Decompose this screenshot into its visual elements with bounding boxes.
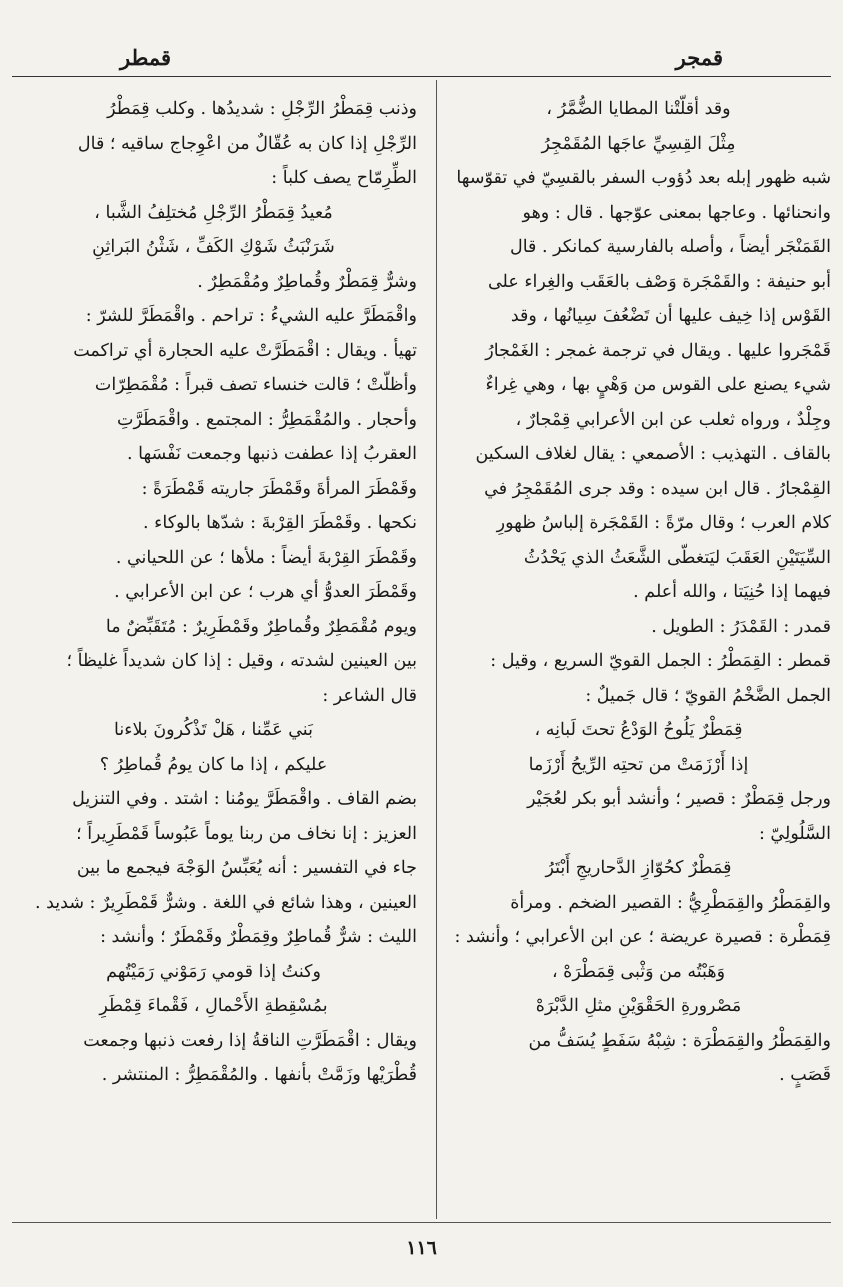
text-line: قمدر : القَمْدَرُ : الطويل . xyxy=(651,616,831,637)
text-line: فيهما إذا حُنِيَتا ، والله أعلم . xyxy=(633,582,831,602)
left-column xyxy=(10,92,417,1213)
text-line: بضم القاف . واقْمَطَرَّ يومُنا : اشتد . وفي التنزيل xyxy=(72,789,417,809)
text-line: مِثْلَ القِسِيِّ عاجَها المُقَمْجِرُ xyxy=(541,133,736,154)
page-number: ١١٦ xyxy=(406,1237,437,1259)
text-line: واقْمَطَرَّ عليه الشيءُ : تراحم . واقْمَطَرَّ للشرّ : xyxy=(85,306,417,326)
footer-rule xyxy=(12,1222,831,1223)
text-line: ويوم مُقْمَطِرٌ وقُماطِرٌ وقَمْطَرِيرٌ : مُتَقَبِّضٌ ما xyxy=(105,616,417,637)
text-line: القَوْس إذا خِيف عليها أن تَضْعُفَ سِيانُها ، وقد xyxy=(510,306,831,326)
text-line: قَمْجَروا عليها . ويقال في ترجمة غمجر : الغَمْجارُ xyxy=(485,340,831,361)
text-line: القَمَنْجَر أيضاً ، وأصله بالفارسية كمانكر . قال xyxy=(509,237,831,257)
page-header xyxy=(0,30,843,70)
text-line: وكنتُ إذا قومي رَمَوْني رَمَيْتُهم xyxy=(106,961,321,982)
text-line: شيء يصنع على القوس من وَهْيٍ بها ، وهي غِراءٌ xyxy=(485,375,831,395)
text-line: إذا أَرْزَمَتْ من تحتِه الرِّيحُ أَرْزَما xyxy=(528,754,749,775)
text-line: الليث : شرٌّ قُماطِرٌ وقِمَطْرٌ وقَمْطَرٌ ؛ وأنشد : xyxy=(100,927,417,947)
text-line: العينين ، وهذا شائع في اللغة . وشرٌّ قَمْطَرِيرٌ : شديد . xyxy=(34,892,417,913)
text-line: وأحجار . والمُقْمَطِرُّ : المجتمع . واقْمَطَرَّتِ xyxy=(117,409,417,430)
text-line: ورجل قِمَطْرٌ : قصير ؛ وأنشد أبو بكر لعُجَيْر xyxy=(527,789,831,809)
text-line: بالقاف . التهذيب : الأصمعي : يقال لغلاف السكين xyxy=(475,444,831,464)
text-line: السِّيَتَيْنِ العَقَبَ ليَتغطّى الشَّعَثُ الذي يَحْدُثُ xyxy=(523,547,831,568)
text-line: مُعيدُ قِمَطْرُ الرِّجْلِ مُختلِفُ الشَّبا ، xyxy=(94,202,333,223)
column-divider xyxy=(436,80,437,1219)
left-column-title: قمطر xyxy=(120,45,171,70)
text-line: ويقال : اقْمَطَرَّتِ الناقةُ إذا رفعت ذنبها وجمعت xyxy=(83,1030,417,1051)
text-line: شَرَنْبَثُ شَوْكِ الكَفِّ ، شَثْنُ البَراثِنِ xyxy=(92,237,335,257)
text-line: العقربُ إذا عطفت ذنبها وجمعت نَفْسَها . xyxy=(127,444,417,464)
text-line: الجمل الضَّخْمُ القويّ ؛ قال جَميلٌ : xyxy=(585,685,831,706)
text-line: وأظلّتْ ؛ قالت خنساء تصف قبراً : مُقْمَطِرّات xyxy=(94,375,417,395)
text-line: الطِّرِمّاح يصف كلباً : xyxy=(271,168,417,188)
text-line: جاء في التفسير : أنه يُعَبِّسُ الوَجْهَ فيجمع ما بين xyxy=(76,858,417,878)
text-line: بين العينين لشدته ، وقيل : إذا كان شديداً غليظاً ؛ xyxy=(66,651,417,671)
text-line: قِمَطْرٌ كحُوّازِ الدَّحاريجِ أَبْتَرُ xyxy=(545,858,732,878)
text-line: تهيأ . ويقال : اقْمَطَرَّتْ عليه الحجارة أي تراكمت xyxy=(73,340,417,361)
text-line: وجِلْدٌ ، ورواه ثعلب عن ابن الأعرابي قِمْجارٌ ، xyxy=(515,409,831,430)
text-line: قِمَطْرة : قصيرة عريضة ؛ عن ابن الأعرابي ؛ وأنشد : xyxy=(454,927,831,947)
text-line: السَّلُولِيّ : xyxy=(758,823,831,844)
text-line: وشرٌّ قِمَطْرٌ وقُماطِرٌ ومُقْمَطِرٌ . xyxy=(197,271,417,292)
text-line: والقِمَطْرُ والقِمَطْرِيُّ : القصير الضخم . ومرأة xyxy=(510,892,831,913)
text-line: وقَمْطَرَ القِرْبةَ أيضاً : ملأها ؛ عن اللحياني . xyxy=(115,547,417,568)
text-line: وانحنائها . وعاجها بمعنى عوّجها . قال : وهو xyxy=(522,202,831,223)
text-line: وذنب قِمَطْرُ الرِّجْلِ : شديدُها . وكلب قِمَطْرُ xyxy=(107,99,417,119)
text-line: وقَمْطَرَ المرأةَ وقَمْطَرَ جاريته قَمْطَرَةً : xyxy=(141,478,417,499)
text-line: كلام العرب ؛ وقال مرّةً : القَمْجَرة إلباسُ ظهورِ xyxy=(496,513,831,533)
text-line: بمُسْقِطةِ الأَحْمالِ ، فَقْماءَ قِمْطَرِ xyxy=(99,996,328,1016)
text-line: شبه ظهور إبله بعد دُؤوب السفر بالقسِيّ في تقوّسها xyxy=(456,168,831,188)
text-line: قال الشاعر : xyxy=(322,685,417,706)
text-line: أبو حنيفة : والقَمْجَرة وَصْف بالعَقَب والغِراء على xyxy=(487,271,831,292)
text-line: قِمَطْرٌ يَلُوحُ الوَدْعُ تحتَ لَبانِه ، xyxy=(534,720,743,740)
text-line: وَهَبْتُه من وَثْبى قِمَطْرَهْ ، xyxy=(551,961,726,982)
text-line: وقَمْطَرَ العدوُّ أي هرب ؛ عن ابن الأعرابي . xyxy=(114,582,417,602)
text-line: العزيز : إنا نخاف من ربنا يوماً عَبُوساً قَمْطَرِيراً ؛ xyxy=(76,823,417,844)
text-line: والقِمَطْرُ والقِمَطْرَة : شِبْهُ سَفَطٍ يُسَفُّ من xyxy=(528,1030,831,1051)
text-line: وقد أقلّتْنا المطايا الضُّمَّرُ ، xyxy=(546,99,731,119)
text-line: عليكم ، إذا ما كان يومُ قُماطِرُ ؟ xyxy=(99,754,328,775)
header-rule xyxy=(12,76,831,77)
text-line: الرِّجْلِ إذا كان به عُقّالٌ من اعْوِجاج ساقيه ؛ قال xyxy=(77,133,417,154)
text-line: قَصَبٍ . xyxy=(779,1065,831,1085)
text-line: بَني عَمِّنا ، هَلْ تَذْكُرونَ بلاءنا xyxy=(114,720,313,740)
text-line: قمطر : القِمَطْرُ : الجمل القويّ السريع ، وقيل : xyxy=(490,651,831,671)
text-line: نكحها . وقَمْطَرَ القِرْبةَ : شدّها بالوكاء . xyxy=(143,513,417,533)
text-line: مَصْرورةِ الحَقْوَيْنِ مثلِ الدَّبْرَهْ xyxy=(535,996,742,1016)
right-column xyxy=(446,92,831,1213)
text-line: قُطْرَيْها وزَمَّتْ بأنفها . والمُقْمَطِرُّ : المنتشر . xyxy=(101,1065,417,1085)
right-column-title: قمجر xyxy=(675,45,723,70)
text-line: القِمْجارُ . قال ابن سيده : وقد جرى المُقَمْجِرُ في xyxy=(484,478,831,499)
